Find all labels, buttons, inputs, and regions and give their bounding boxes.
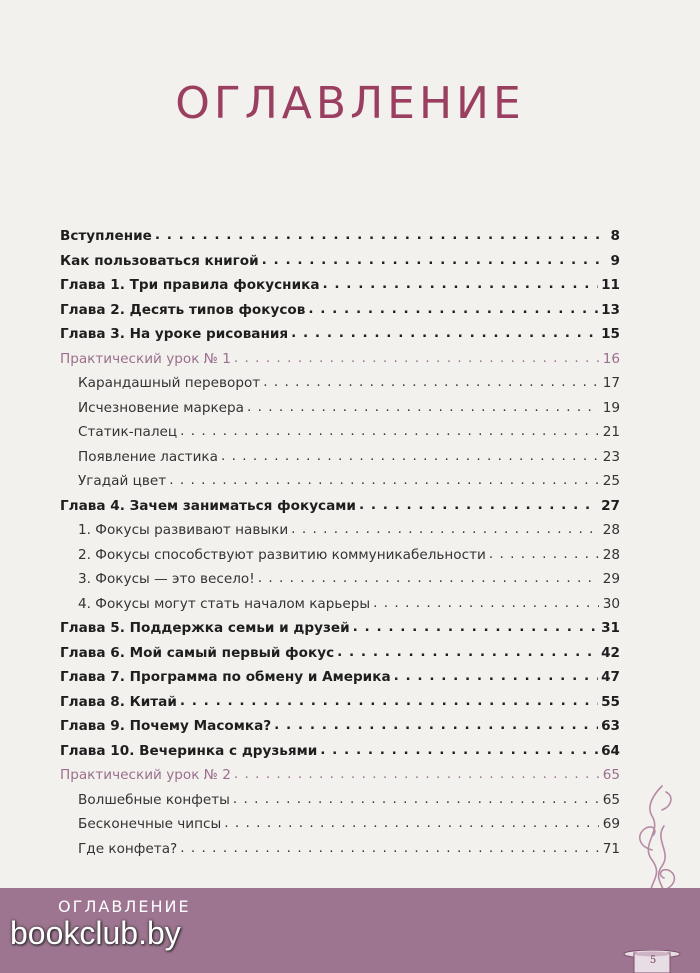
toc-entry	[60, 396, 620, 421]
toc-entry	[60, 347, 620, 372]
toc-dot-leader	[291, 321, 598, 346]
toc-entry-label: Исчезновение маркера	[78, 399, 244, 416]
toc-entry-page: 25	[602, 473, 620, 489]
toc-dot-leader	[263, 370, 599, 395]
page-title: ОГЛАВЛЕНИЕ	[175, 78, 525, 129]
toc-dot-leader	[291, 517, 599, 542]
toc-entry	[60, 224, 620, 249]
toc-entry-page: 31	[601, 620, 620, 636]
toc-entry	[60, 494, 620, 519]
toc-entry-page: 55	[601, 693, 620, 710]
toc-dot-leader	[155, 223, 599, 248]
toc-entry-page: 16	[602, 350, 620, 367]
toc-entry	[60, 469, 620, 494]
toc-dot-leader	[233, 787, 599, 812]
toc-dot-leader	[180, 689, 598, 714]
toc-entry-page: 65	[602, 791, 620, 808]
toc-entry	[60, 788, 620, 813]
toc-entry-page: 8	[610, 228, 620, 244]
toc-entry	[60, 714, 620, 739]
toc-entry-label: Глава 7. Программа по обмену и Америка	[60, 669, 391, 685]
toc-dot-leader	[320, 738, 598, 763]
toc-entry	[60, 445, 620, 470]
toc-entry-page: 27	[601, 497, 620, 514]
toc-entry-page: 23	[602, 448, 620, 465]
toc-entry-page: 21	[602, 424, 620, 440]
toc-entry-label: 3. Фокусы — это весело!	[78, 571, 255, 587]
toc-entry-page: 47	[601, 669, 620, 685]
toc-entry	[60, 543, 620, 568]
toc-entry-label: Статик-палец	[78, 424, 178, 440]
toc-entry-label: Практический урок № 1	[60, 350, 231, 367]
page-number: 5	[649, 955, 657, 966]
toc-dot-leader	[234, 762, 599, 787]
toc-entry	[60, 518, 620, 543]
toc-entry-page: 69	[602, 816, 620, 832]
toc-entry-label: Глава 4. Зачем заниматься фокусами	[60, 497, 356, 514]
toc-entry-label: Вступление	[60, 228, 152, 244]
toc-dot-leader	[373, 591, 599, 616]
toc-entry-label: 1. Фокусы развивают навыки	[78, 522, 289, 538]
toc-entry-page: 9	[610, 252, 620, 269]
toc-dot-leader	[308, 297, 598, 322]
toc-entry-label: Глава 1. Три правила фокусника	[60, 277, 320, 293]
toc-entry-label: Глава 9. Почему Масомка?	[60, 718, 272, 734]
toc-entry-label: Глава 2. Десять типов фокусов	[60, 301, 306, 318]
toc-entry-page: 42	[601, 644, 620, 661]
toc-entry-page: 29	[602, 571, 620, 587]
toc-entry	[60, 567, 620, 592]
toc-entry	[60, 273, 620, 298]
toc-entry-label: Практический урок № 2	[60, 767, 231, 783]
toc-entry-label: Появление ластика	[78, 448, 218, 465]
toc-dot-leader	[323, 272, 599, 297]
toc-entry-page: 64	[601, 742, 620, 759]
toc-dot-leader	[262, 248, 599, 273]
toc-entry-page: 15	[601, 326, 620, 342]
toc-entry-page: 71	[602, 840, 620, 857]
footer-title: ОГЛАВЛЕНИЕ	[58, 897, 191, 916]
toc-entry	[60, 371, 620, 396]
toc-entry-page: 65	[602, 767, 620, 783]
toc-entry	[60, 739, 620, 764]
toc-dot-leader	[224, 811, 599, 836]
toc-entry-label: Где конфета?	[78, 840, 178, 857]
toc-entry-label: Глава 10. Вечеринка с друзьями	[60, 742, 318, 759]
toc-entry-label: Глава 3. На уроке рисования	[60, 326, 289, 342]
toc-entry	[60, 420, 620, 445]
toc-dot-leader	[258, 566, 599, 591]
toc-entry	[60, 837, 620, 862]
toc-dot-leader	[221, 444, 599, 469]
toc-entry-label: 2. Фокусы способствуют развитию коммуникабельности	[78, 546, 486, 563]
toc-entry	[60, 690, 620, 715]
toc-entry-page: 28	[602, 522, 620, 538]
toc-dot-leader	[180, 836, 599, 861]
toc-entry	[60, 298, 620, 323]
toc-entry	[60, 616, 620, 641]
toc-entry-page: 28	[602, 546, 620, 563]
toc-entry-page: 30	[602, 595, 620, 612]
toc-entry	[60, 249, 620, 274]
toc-entry-label: Карандашный переворот	[78, 375, 261, 391]
toc-dot-leader	[353, 615, 598, 640]
toc-entry-label: 4. Фокусы могут стать началом карьеры	[78, 595, 371, 612]
toc-entry-page: 19	[602, 399, 620, 416]
toc-entry-page: 11	[601, 277, 620, 293]
toc-entry-label: Бесконечные чипсы	[78, 816, 222, 832]
toc-entry-page: 13	[601, 301, 620, 318]
toc-dot-leader	[247, 395, 599, 420]
toc-dot-leader	[359, 493, 598, 518]
toc-entry	[60, 812, 620, 837]
toc-entry	[60, 641, 620, 666]
toc-entry-page: 17	[602, 375, 620, 391]
toc-entry	[60, 665, 620, 690]
toc-entry-label: Глава 6. Мой самый первый фокус	[60, 644, 335, 661]
toc-entry-label: Как пользоваться книгой	[60, 252, 259, 269]
toc-entry	[60, 322, 620, 347]
toc-entry	[60, 592, 620, 617]
toc-entry-page: 63	[601, 718, 620, 734]
toc-entry-label: Глава 8. Китай	[60, 693, 177, 710]
watermark-text: bookclub.by	[10, 915, 181, 951]
toc-dot-leader	[489, 542, 599, 567]
table-of-contents	[60, 224, 620, 861]
toc-dot-leader	[394, 664, 598, 689]
toc-entry	[60, 763, 620, 788]
toc-dot-leader	[234, 346, 599, 371]
toc-entry-label: Глава 5. Поддержка семьи и друзей	[60, 620, 350, 636]
toc-dot-leader	[337, 640, 598, 665]
toc-dot-leader	[169, 468, 599, 493]
toc-entry-label: Угадай цвет	[78, 473, 167, 489]
toc-dot-leader	[274, 713, 598, 738]
toc-dot-leader	[180, 419, 599, 444]
toc-entry-label: Волшебные конфеты	[78, 791, 230, 808]
